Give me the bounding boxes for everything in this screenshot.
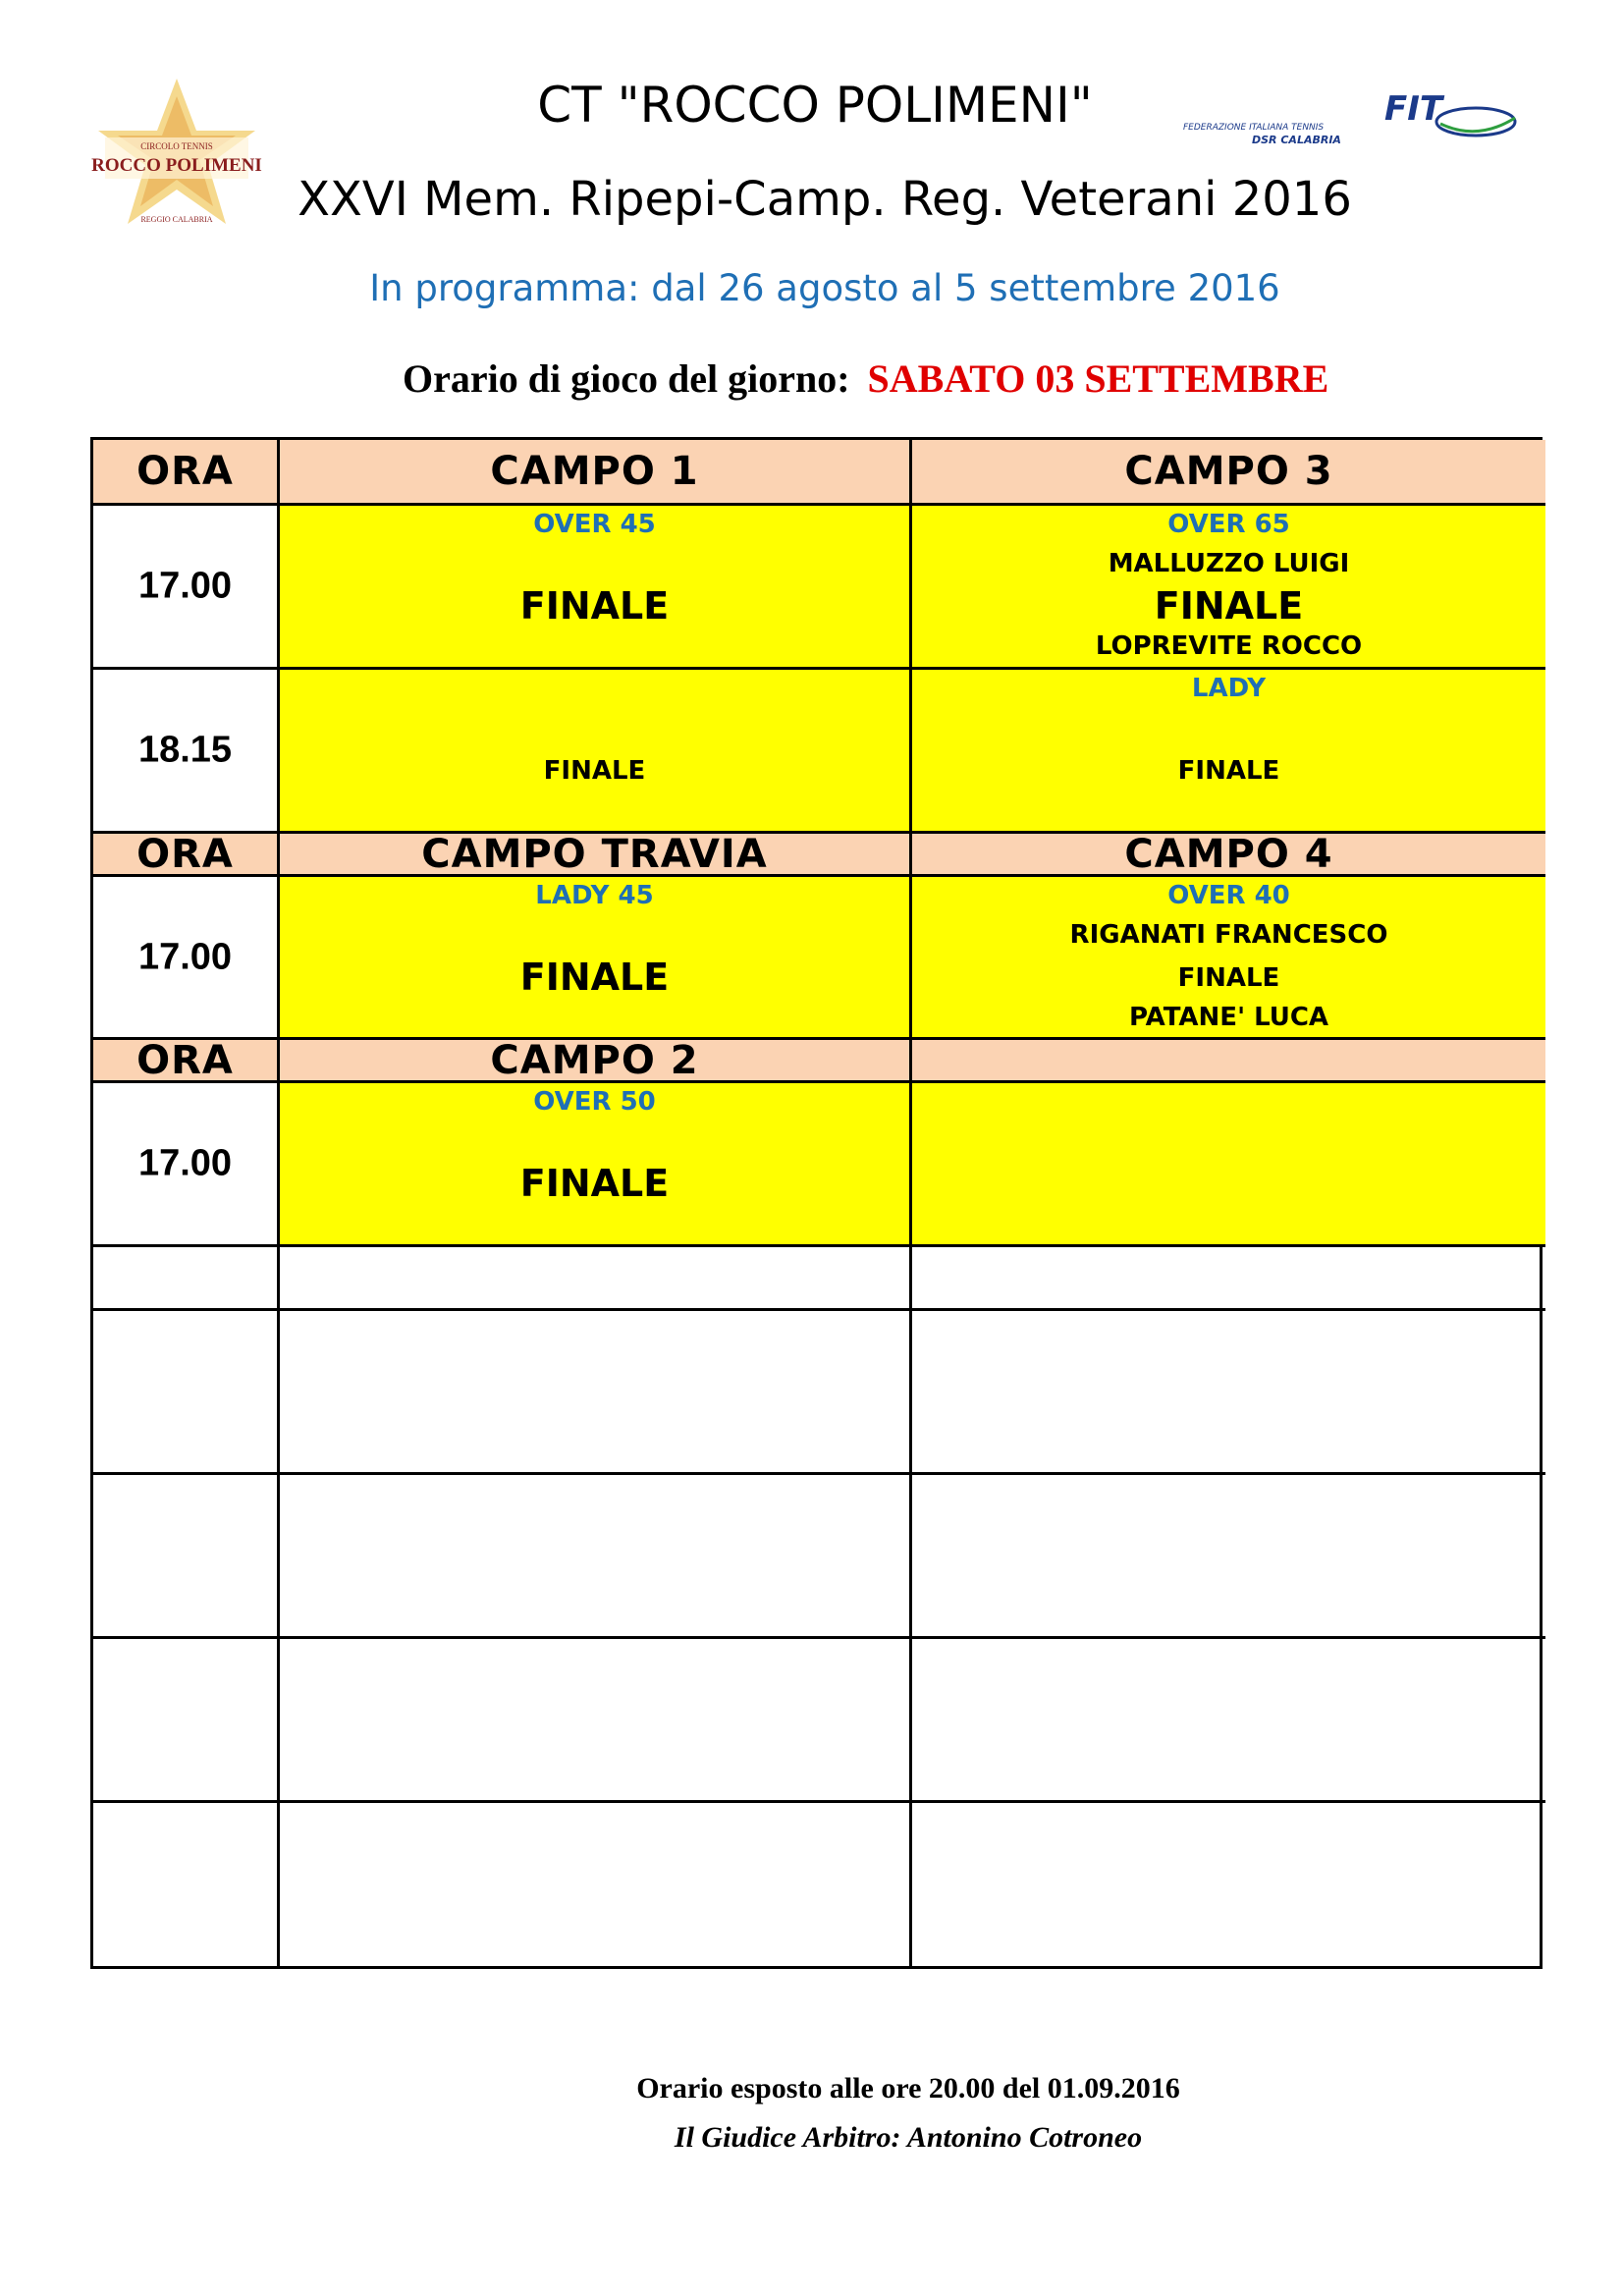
category-label: OVER 65 [1167, 510, 1290, 539]
match-slot [912, 1083, 1545, 1247]
referee-name: Il Giudice Arbitro: Antonino Cotroneo [674, 2121, 1143, 2154]
empty-cell [280, 1639, 912, 1803]
time-value: 17.00 [137, 936, 233, 977]
header-campo: CAMPO TRAVIA [421, 831, 768, 877]
empty-cell [280, 1311, 912, 1475]
empty-cell [93, 1475, 280, 1639]
club-logo-bottom-text: REGGIO CALABRIA [140, 215, 213, 224]
header-campo: CAMPO 2 [490, 1037, 699, 1083]
day-label: Orario di gioco del giorno: [403, 356, 850, 401]
round-label: FINALE [543, 756, 646, 786]
match-slot [280, 1083, 912, 1247]
round-label: FINALE [1177, 756, 1280, 786]
day-value: SABATO 03 SETTEMBRE [867, 356, 1329, 401]
empty-cell [912, 1475, 1545, 1639]
header-campo: CAMPO 1 [490, 449, 699, 494]
match-slot [280, 877, 912, 1040]
table-header-row [93, 440, 1540, 506]
time-cell [93, 506, 280, 670]
round-label: FINALE [519, 584, 670, 628]
fit-logo-line1: FEDERAZIONE ITALIANA TENNIS [1183, 123, 1325, 133]
round-label: FINALE [519, 1162, 670, 1205]
club-logo-top-text: CIRCOLO TENNIS [140, 141, 213, 151]
empty-cell [280, 1475, 912, 1639]
table-row [93, 877, 1540, 1040]
schedule-table [90, 437, 1543, 1969]
empty-cell [912, 1247, 1545, 1311]
player-two: LOPREVITE ROCCO [1095, 631, 1363, 661]
event-title: XXVI Mem. Ripepi-Camp. Reg. Veterani 2016 [298, 172, 1352, 227]
time-value: 17.00 [137, 1142, 233, 1184]
header-campo: CAMPO 3 [1124, 449, 1333, 494]
day-bar [403, 355, 1483, 402]
player-one: RIGANATI FRANCESCO [1069, 920, 1388, 950]
time-cell [93, 1083, 280, 1247]
empty-cell [93, 1639, 280, 1803]
club-title: CT "ROCCO POLIMENI" [537, 77, 1093, 134]
category-label: OVER 40 [1167, 881, 1290, 910]
club-logo [83, 77, 270, 234]
header-ora: ORA [136, 1037, 234, 1083]
round-label: FINALE [519, 956, 670, 999]
header-cell [280, 1037, 912, 1083]
empty-row [93, 1247, 1540, 1311]
header-cell [280, 831, 912, 877]
match-slot [912, 506, 1545, 670]
posted-time: Orario esposto alle ore 20.00 del 01.09.2016 [636, 2072, 1180, 2105]
player-two: PATANE' LUCA [1128, 1003, 1329, 1032]
table-header-row [93, 831, 1540, 877]
table-row [93, 1083, 1540, 1247]
header-ora: ORA [136, 449, 234, 494]
header-cell [912, 831, 1545, 877]
empty-row [93, 1475, 1540, 1639]
header-cell [93, 831, 280, 877]
match-slot [912, 670, 1545, 834]
match-slot [912, 877, 1545, 1040]
empty-cell [912, 1803, 1545, 1966]
category-label: LADY [1191, 674, 1267, 703]
header-cell [280, 440, 912, 506]
empty-cell [280, 1247, 912, 1311]
time-cell [93, 670, 280, 834]
empty-cell [912, 1311, 1545, 1475]
time-value: 17.00 [137, 565, 233, 607]
fit-logo-brand: FIT [1384, 90, 1443, 129]
match-slot [280, 670, 912, 834]
round-label: FINALE [1154, 584, 1304, 628]
table-header-row [93, 1037, 1540, 1083]
fit-logo-line2: DSR CALABRIA [1252, 134, 1341, 146]
table-row [93, 670, 1540, 834]
empty-cell [912, 1639, 1545, 1803]
header-ora: ORA [136, 831, 234, 877]
empty-row [93, 1639, 1540, 1803]
time-cell [93, 877, 280, 1040]
header-campo: CAMPO 4 [1124, 831, 1333, 877]
empty-cell [93, 1803, 280, 1966]
table-row [93, 506, 1540, 670]
empty-row [93, 1803, 1540, 1966]
match-slot [280, 506, 912, 670]
category-label: LADY 45 [535, 881, 654, 910]
category-label: OVER 50 [533, 1087, 656, 1117]
category-label: OVER 45 [533, 510, 656, 539]
empty-cell [93, 1311, 280, 1475]
round-label: FINALE [1177, 963, 1280, 993]
empty-cell [280, 1803, 912, 1966]
player-one: MALLUZZO LUIGI [1108, 549, 1350, 578]
header-cell [912, 1040, 1545, 1083]
header-cell [93, 440, 280, 506]
time-value: 18.15 [137, 729, 233, 771]
club-logo-main-text: ROCCO POLIMENI [91, 155, 262, 176]
header-cell [93, 1037, 280, 1083]
empty-row [93, 1311, 1540, 1475]
empty-cell [93, 1247, 280, 1311]
event-period: In programma: dal 26 agosto al 5 settembre 2016 [369, 267, 1280, 309]
header-cell [912, 440, 1545, 506]
